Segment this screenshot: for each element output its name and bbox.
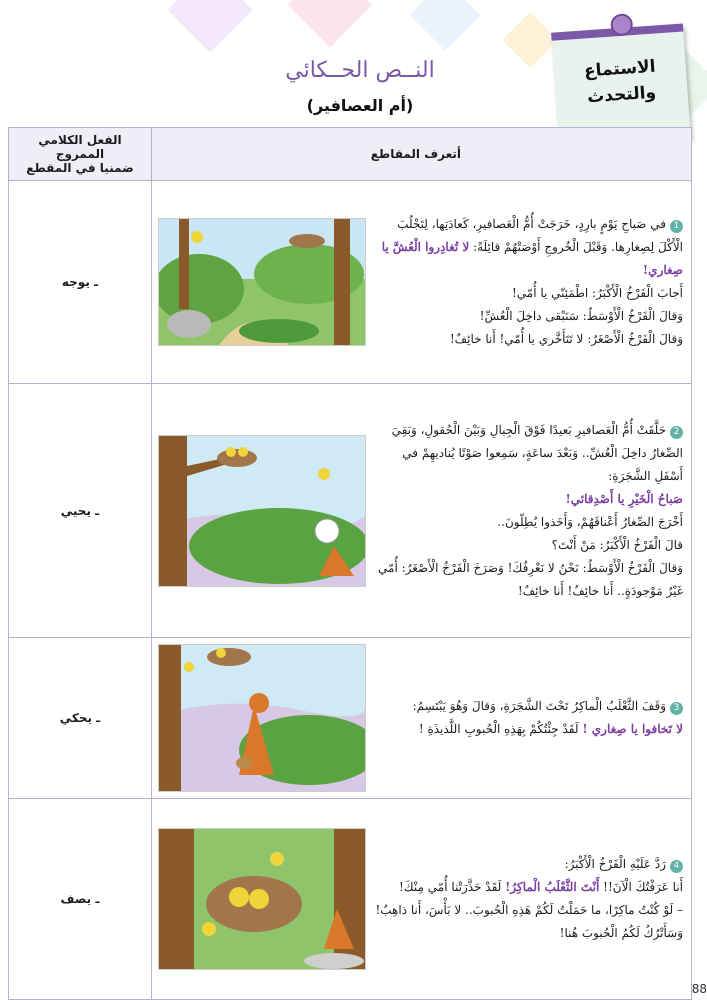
- segment-text: [370, 213, 683, 351]
- decor-diamond: [502, 12, 559, 69]
- illustration-fox-below-tree: [158, 435, 366, 587]
- segment-first-line: [370, 853, 683, 876]
- segment-text: [370, 419, 683, 603]
- segment-line: قالَ الْفَرْخُ الْأَكْبَرُ: مَنْ أَنْتَ؟: [551, 537, 683, 552]
- decor-diamond: [410, 0, 481, 50]
- page-title: النــص الحــكائي: [285, 58, 435, 83]
- story-subtitle: (أم العصافير): [306, 96, 414, 115]
- segment-line: أَنا عَرَفْتُكَ الْآنَ!!: [603, 880, 683, 894]
- segment-line: – لَوْ كُنْتُ ماكِرًا، ما حَمَلْتُ لَكُمْ هَذِهِ الْحُبوبَ.. لا بَأْسَ، أَنا ذاهِبٌ! وَسَأَتْرُكُ لَكُمُ الْحُبوبَ هُنا!: [375, 903, 683, 940]
- segment-number-badge: 2: [670, 426, 683, 439]
- segment-line-with-highlight: [370, 876, 683, 899]
- segment-number-badge: 1: [670, 220, 683, 233]
- page-number: 88: [691, 982, 707, 996]
- segment-line: وَقالَ الْفَرْخُ الْأَصْغَرُ: لا تَتَأَخَّري يا أُمّي! أَنا خائِفٌ!: [449, 332, 683, 346]
- speech-act-cell: ـ يوجه: [9, 181, 152, 384]
- segment-line: أَجابَ الْفَرْخُ الْأَكْبَرُ: اطْمَئِنّي يا أُمّي!: [511, 286, 683, 300]
- header-speech-act-line2: ضمنيا في المقطع: [26, 161, 134, 175]
- section-badge-text: [553, 51, 688, 112]
- speech-act-cell: ـ يصف: [9, 799, 152, 1000]
- header-speech-act: [9, 128, 152, 181]
- illustration-chicks-and-fox: [158, 828, 366, 970]
- decor-diamond: [288, 0, 373, 47]
- pushpin-icon: [610, 13, 633, 36]
- segment-line-with-highlight: [370, 718, 683, 741]
- segment-line: لَقَدْ حَذَّرَتْنا أُمّي مِنْكَ!: [398, 880, 502, 894]
- segment-cell: [152, 181, 692, 384]
- segment-paragraph: في صَباحِ يَوْمٍ بارِدٍ، خَرَجَتْ أُمُّ الْعَصافيرِ، كَعادَتِها، لِتَجْلُبَ الْأَكْلَ لِصِغارِها. وَقَبْلَ الْخُروجِ أَوْصَتْهُمْ قائِلَةً:: [397, 217, 683, 254]
- table-row: [9, 181, 692, 384]
- table-row: [9, 384, 692, 638]
- header-segments: [152, 128, 692, 181]
- table-row: [9, 799, 692, 1000]
- badge-line-listening: الاستماع: [583, 56, 657, 82]
- segment-highlight: لا تُغادِروا الْعُشَّ يا صِغاري!: [381, 240, 683, 277]
- segment-cell: [152, 799, 692, 1000]
- segment-highlight: أَنْتَ الثَّعْلَبُ الْماكِرُ!: [505, 880, 600, 894]
- segments-table: [8, 127, 692, 1000]
- segment-paragraph: وَقَفَ الثَّعْلَبُ الْماكِرُ تَحْتَ الشَّجَرَةِ، وَقالَ وَهُوَ يَبْتَسِمُ:: [412, 699, 666, 713]
- segment-paragraph: حَلَّقَتْ أُمُّ الْعَصافيرِ بَعيدًا فَوْقَ الْجِبالِ وَبَيْنَ الْحُقولِ، وَبَقِيَ الصِّغارُ داخِلَ الْعُشِّ.. وَبَعْدَ ساعَةٍ، سَمِعوا صَوْتًا يُناديهِمْ في أَسْفَلِ الشَّجَرَةِ:: [391, 422, 683, 483]
- segment-number-badge: 3: [670, 702, 683, 715]
- segment-number-badge: 4: [670, 860, 683, 873]
- badge-line-speaking: والتحدث: [586, 82, 657, 108]
- segment-line: وَقالَ الْفَرْخُ الْأَوْسَطُ: نَحْنُ لا نَعْرِفُكَ! وَصَرَخَ الْفَرْخُ الْأَصْغَرُ: أُمّي غَيْرُ مَوْجودَةٍ.. أَنا خائِفٌ! أَنا خائِفٌ!: [378, 560, 683, 598]
- header-speech-act-line1: الفعل الكلامي الممروج: [38, 133, 122, 161]
- decor-diamond: [168, 0, 253, 52]
- segment-highlight: صَباحُ الْخَيْرِ يا أَصْدِقائي!: [565, 491, 683, 506]
- segment-paragraph: رَدَّ عَلَيْهِ الْفَرْخُ الْأَكْبَرُ:: [564, 857, 666, 871]
- table-row: [9, 638, 692, 799]
- speech-act-cell: ـ يحيي: [9, 384, 152, 638]
- illustration-forest-nest: [158, 218, 366, 346]
- segment-line: أَخْرَجَ الصِّغارُ أَعْناقَهُمْ، وَأَخَذوا يُطِلّونَ..: [497, 514, 683, 529]
- segment-line: لَقَدْ جِئْتُكُمْ بِهَذِهِ الْحُبوبِ اللَّذيذَةِ !: [418, 722, 579, 736]
- segment-cell: [152, 384, 692, 638]
- segment-cell: [152, 638, 692, 799]
- segment-highlight: لا تَخافوا يا صِغاري !: [582, 722, 683, 736]
- segment-text: [370, 853, 683, 945]
- illustration-fox-with-seeds: [158, 644, 366, 792]
- speech-act-cell: ـ يحكي: [9, 638, 152, 799]
- segment-line: وَقالَ الْفَرْخُ الْأَوْسَطُ: سَنَبْقى داخِلَ الْعُشِّ!: [479, 309, 683, 323]
- segment-text: [370, 695, 683, 741]
- header-segments-label: أتعرف المقاطع: [370, 147, 461, 161]
- table-header-row: [9, 128, 692, 181]
